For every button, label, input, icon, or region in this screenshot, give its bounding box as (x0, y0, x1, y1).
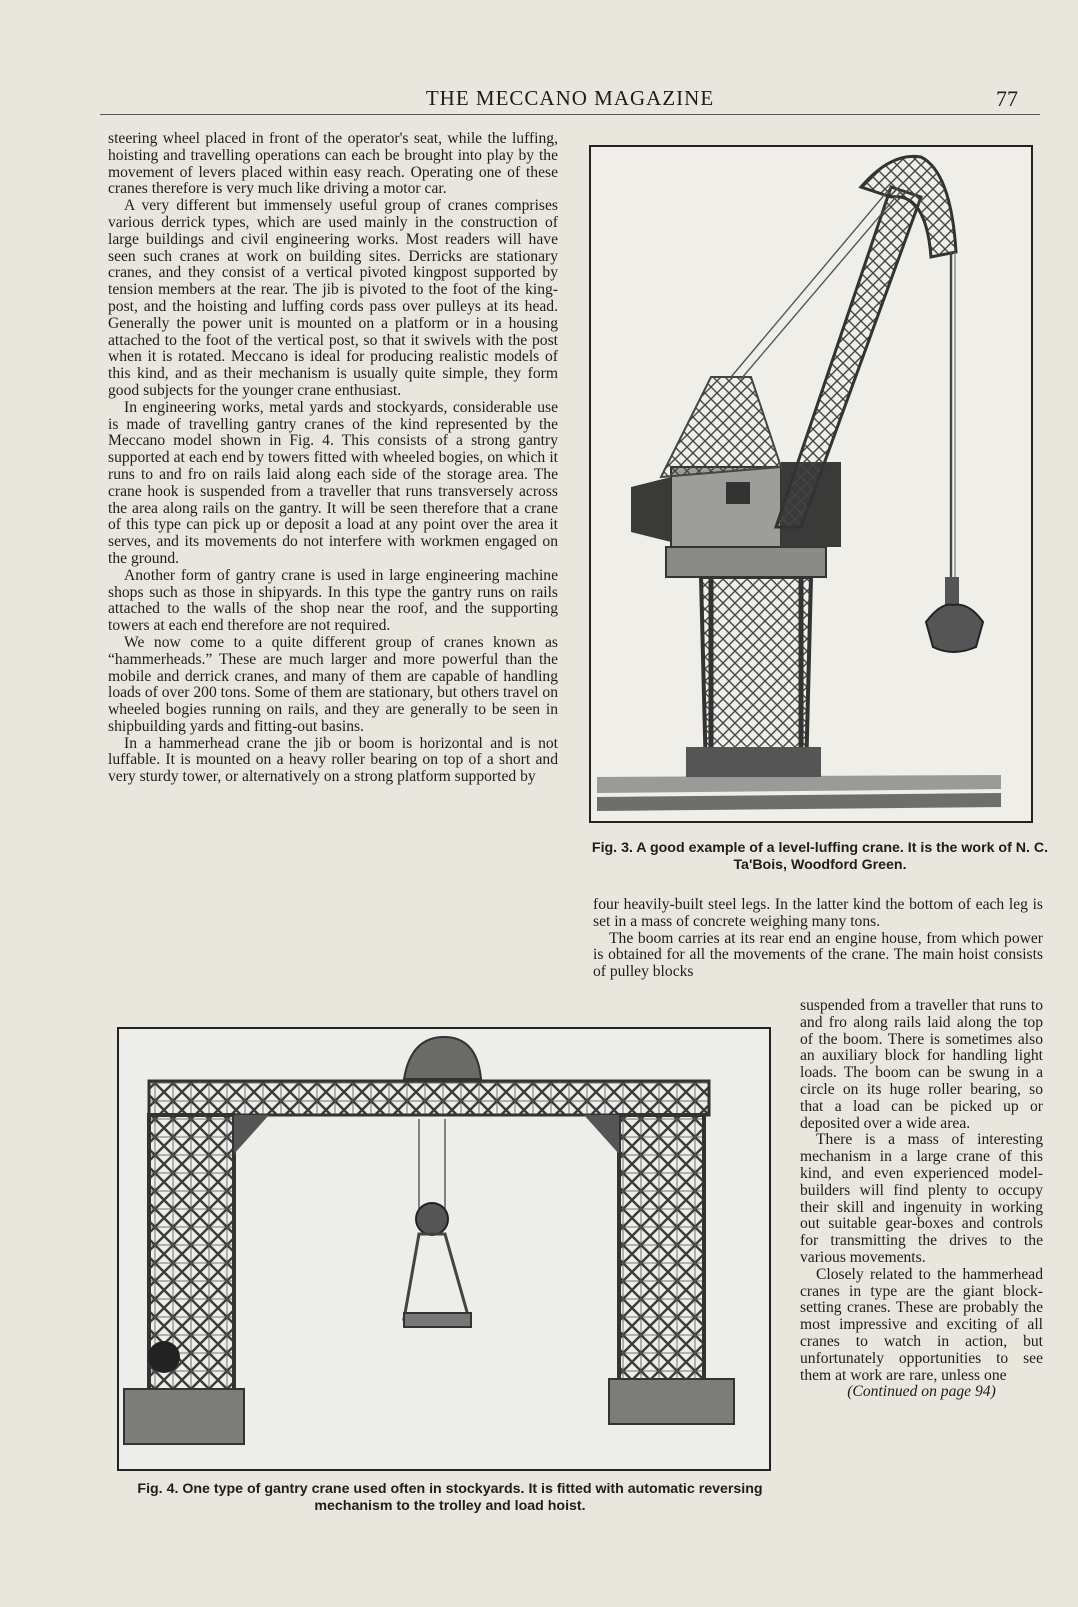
figure-4-gantry-crane (117, 1027, 771, 1471)
paragraph: There is a mass of interesting mechanism in a large crane of this kind, and even experienced model-builders will find plenty to occupy their skill and ingenuity in working out suitable gear-boxes and controls for transmitting the drives to the various movements. (800, 1131, 1043, 1266)
paragraph: four heavily-built steel legs. In the latter kind the bottom of each leg is set in a mass of concrete weighing many tons. (593, 896, 1043, 930)
paragraph: steering wheel placed in front of the operator's seat, while the luffing, hoisting and travelling operations can each be brought into play by the movement of levers placed within easy reach. Operating one of these cranes therefore is very much like driving a motor car. (108, 130, 558, 198)
magazine-title: THE MECCANO MAGAZINE (425, 86, 715, 110)
left-column (108, 131, 558, 786)
paragraph: The boom carries at its rear end an engine house, from which power is obtained for all the movements of the crane. The main hoist consists of pulley blocks (593, 929, 1043, 981)
paragraph: In a hammerhead crane the jib or boom is horizontal and is not luffable. It is mounted on a heavy roller bearing on top of a short and very sturdy tower, or alternatively on a strong platform supported by (108, 734, 558, 786)
paragraph: In engineering works, metal yards and stockyards, considerable use is made of travelling gantry cranes of the kind represented by the Meccano model shown in Fig. 4. This consists of a strong gantry supported at each end by towers fitted with wheeled bogies, on which it runs to and fro on rails laid along each side of the storage area. The crane hook is suspended from a traveller that runs transversely across the area along rails on the gantry. It will be seen therefore that a crane of this type can pick up or deposit a load at any point over the area it serves, and its movements do not interfere with workmen engaged on the ground. (108, 398, 558, 567)
paragraph: We now come to a quite different group of cranes known as “hammerheads.” These are much larger and more powerful than the mobile and derrick cranes, and many of them are capable of handling loads of over 200 tons. Some of them are stationary, but others travel on wheeled bogies running on rails, and they are generally to be seen in shipbuilding yards and fitting-out basins. (108, 633, 558, 735)
paragraph: A very different but immensely useful group of cranes comprises various derrick types, which are used mainly in the construction of large buildings and civil engineering works. Most readers will have seen such cranes at work on building sites. Derricks are stationary cranes, and they consist of a vertical pivoted kingpost supported by tension members at the rear. The jib is pivoted to the foot of the king-post, and the hoisting and luffing cords pass over pulleys at its head. Generally the power unit is mounted on a platform or in a housing attached to the foot of the vertical post, so that it swivels with the post when it is rotated. Meccano is ideal for producing realistic models of this kind, and as their mechanism is usually quite simple, they form good subjects for the younger crane enthusiast. (108, 197, 558, 399)
page-header (100, 86, 1040, 115)
page-number: 77 (996, 86, 1018, 111)
continued-note: (Continued on page 94) (847, 1383, 996, 1401)
paragraph: Closely related to the hammerhead cranes in type are the giant block-setting cranes. These are probably the most impressive and exciting of all cranes to watch in action, but unfortunately opportunities to see them at work are rare, unless one (800, 1265, 1043, 1384)
gantry-crane-illustration (119, 1029, 769, 1469)
narrow-column (800, 998, 1043, 1401)
figure-3-level-luffing-crane (589, 145, 1033, 823)
level-luffing-crane-illustration (591, 147, 1031, 821)
right-column (593, 897, 1043, 981)
figure-4-caption: Fig. 4. One type of gantry crane used often in stockyards. It is fitted with automatic reversing mechanism to the trolley and load hoist. (137, 1481, 763, 1514)
paragraph: suspended from a traveller that runs to and fro along rails laid along the top of the boom. There is sometimes also an auxiliary block for handling light loads. The boom can be swung in a circle on its huge roller bearing, so that a load can be picked up or deposited over a wide area. (800, 997, 1043, 1132)
figure-3-caption: Fig. 3. A good example of a level-luffing crane. It is the work of N. C. Ta'Bois, Woodford Green. (591, 840, 1049, 873)
paragraph: Another form of gantry crane is used in large engineering machine shops such as those in shipyards. In this type the gantry runs on rails attached to the walls of the shop near the roof, and the supporting towers at each end therefore are not required. (108, 566, 558, 635)
